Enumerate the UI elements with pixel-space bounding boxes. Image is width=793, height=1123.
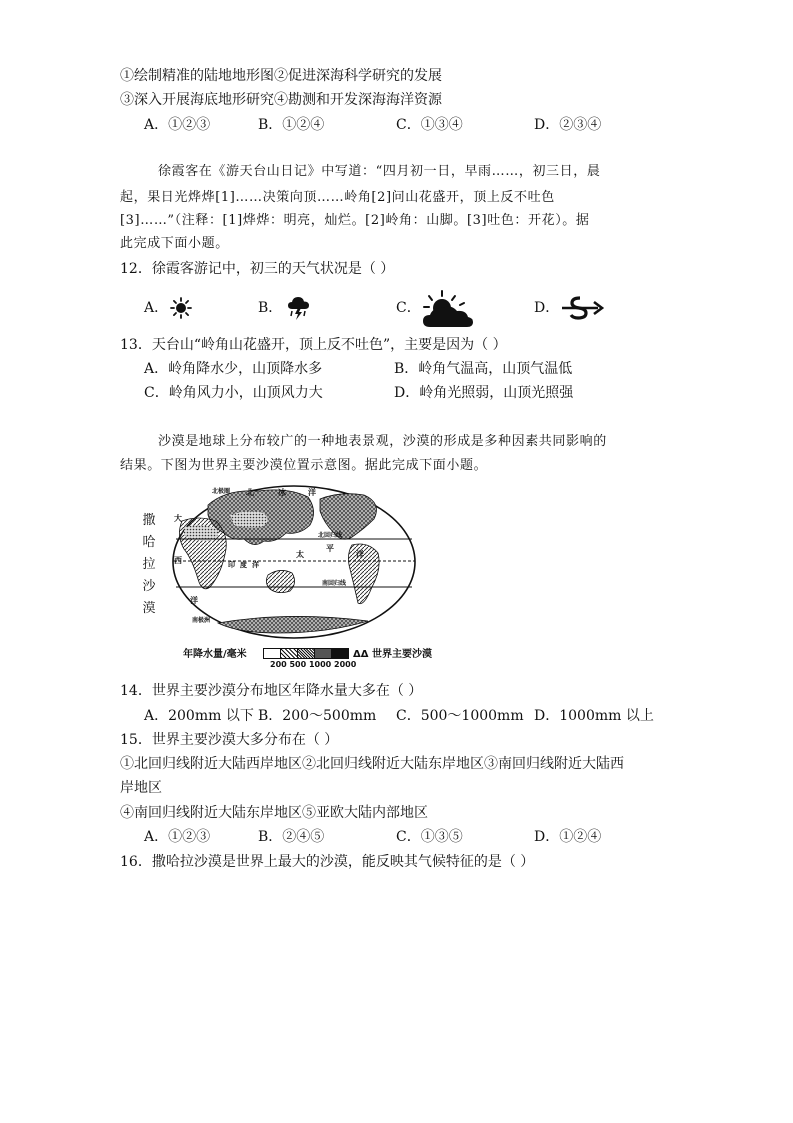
q14-options: [120, 706, 680, 726]
q14-stem: 14．世界主要沙漠分布地区年降水量大多在（ ）: [120, 683, 423, 699]
passage2-line-1: 沙漠是地球上分布较广的一种地表景观，沙漠的形成是多种因素共同影响的: [158, 434, 607, 449]
map-side-label-3: 拉: [142, 557, 156, 572]
legend-swatch-3: [298, 649, 315, 658]
ocean-label-4: 大: [174, 514, 182, 523]
q13-option-b[interactable]: B．岭角气温高，山顶气温低: [394, 361, 573, 377]
passage1-line-2: 起，果日光烨烨[1]……决策向顶……岭角[2]问山花盛开，顶上反不吐色: [120, 190, 555, 205]
map-side-label-1: 撒: [142, 513, 156, 528]
legend-desert: ΔΔ 世界主要沙漠: [353, 649, 432, 660]
q14-option-b[interactable]: B．200～500mm: [258, 708, 377, 724]
q15-line-3: ④南回归线附近大陆东岸地区⑤亚欧大陆内部地区: [120, 805, 428, 821]
ocean-label-9: 度: [240, 561, 247, 569]
passage1-line-3: [3]……”（注释：[1]烨烨：明亮，灿烂。[2]岭角：山脚。[3]吐色：开花）。据: [120, 213, 590, 228]
map-side-label-4: 沙: [142, 579, 156, 594]
sun-behind-cloud-icon: [420, 290, 474, 328]
ocean-label-7: 洋: [356, 550, 364, 559]
arctic-circle-label: 北极圈: [212, 488, 231, 495]
ocean-label-3: 洋: [308, 488, 316, 497]
q12-option-a-label[interactable]: A．: [144, 300, 169, 316]
ocean-label-11: 西: [174, 556, 182, 565]
thunderstorm-icon: [286, 295, 312, 321]
q16-stem: 16．撒哈拉沙漠是世界上最大的沙漠，能反映其气候特征的是（ ）: [120, 854, 535, 870]
australia-shape: [266, 570, 294, 592]
map-side-label-5: 漠: [142, 601, 156, 616]
ocean-label-2: 冰: [278, 488, 286, 497]
legend-values: 200 500 1000 2000: [270, 660, 357, 669]
q13-stem: 13．天台山“岭角山花盛开，顶上反不吐色”，主要是因为（ ）: [120, 337, 507, 353]
q11-option-b[interactable]: B．①②④: [258, 117, 325, 133]
q13-option-c[interactable]: C．岭角风力小，山顶风力大: [144, 385, 323, 401]
q12-option-c-label[interactable]: C．: [396, 300, 421, 316]
q13-option-d[interactable]: D．岭角光照弱，山顶光照强: [394, 385, 574, 401]
passage1-line-1: 徐霞客在《游天台山日记》中写道：“四月初一日，早雨……，初三日，晨: [158, 164, 601, 179]
legend-swatch-2: [281, 649, 298, 658]
q15-line-1: ①北回归线附近大陆西岸地区②北回归线附近大陆东岸地区③南回归线附近大陆西: [120, 756, 624, 772]
ocean-label-1: 北: [246, 488, 254, 497]
passage2-line-2: 结果。下图为世界主要沙漠位置示意图。据此完成下面小题。: [120, 458, 488, 473]
map-side-label-2: 哈: [142, 535, 156, 550]
q15-option-a[interactable]: A．①②③: [144, 829, 211, 845]
q11-line-2: ③深入开展海底地形研究④勘测和开发深海海洋资源: [120, 92, 442, 108]
legend-swatch-1: [264, 649, 281, 658]
q11-option-d[interactable]: D．②③④: [534, 117, 602, 133]
ocean-label-6: 平: [326, 544, 334, 553]
q15-options: [120, 827, 680, 847]
ocean-label-5: 太: [296, 550, 304, 559]
q11-option-c[interactable]: C．①③④: [396, 117, 463, 133]
q11-options: [120, 115, 680, 135]
passage1-line-4: 此完成下面小题。: [120, 236, 229, 251]
ocean-label-12: 洋: [190, 596, 198, 605]
q15-option-d[interactable]: D．①②④: [534, 829, 602, 845]
tropic-of-cancer-label: 北回归线: [318, 532, 343, 539]
legend-scale-bar: [263, 648, 349, 659]
q11-option-a[interactable]: A．①②③: [144, 117, 211, 133]
ocean-label-8: 印: [228, 561, 235, 569]
q13-option-a[interactable]: A．岭角降水少，山顶降水多: [144, 361, 323, 377]
q14-option-a[interactable]: A．200mm 以下: [144, 708, 254, 724]
q15-option-b[interactable]: B．②④⑤: [258, 829, 325, 845]
q12-option-d-label[interactable]: D．: [534, 300, 560, 316]
q11-line-1: ①绘制精准的陆地地形图②促进深海科学研究的发展: [120, 68, 442, 84]
q12-stem: 12．徐霞客游记中，初三的天气状况是（ ）: [120, 261, 395, 277]
legend-swatch-5: [332, 649, 348, 658]
ocean-label-10: 洋: [252, 561, 259, 569]
sandstorm-icon: [560, 295, 604, 321]
world-desert-map: [168, 483, 420, 655]
q15-option-c[interactable]: C．①③⑤: [396, 829, 463, 845]
q12-option-b-label[interactable]: B．: [258, 300, 283, 316]
q15-stem: 15．世界主要沙漠大多分布在（ ）: [120, 732, 339, 748]
tropic-of-capricorn-label: 南回归线: [322, 580, 347, 587]
antarctica-label: 南极洲: [192, 617, 211, 624]
sun-icon: [170, 297, 192, 319]
legend-swatch-4: [315, 649, 332, 658]
q15-line-2: 岸地区: [120, 780, 162, 796]
q14-option-d[interactable]: D．1000mm 以上: [534, 708, 654, 724]
asia-desert-shape: [230, 511, 268, 527]
q14-option-c[interactable]: C．500～1000mm: [396, 708, 524, 724]
legend-title: 年降水量/毫米: [183, 649, 247, 660]
